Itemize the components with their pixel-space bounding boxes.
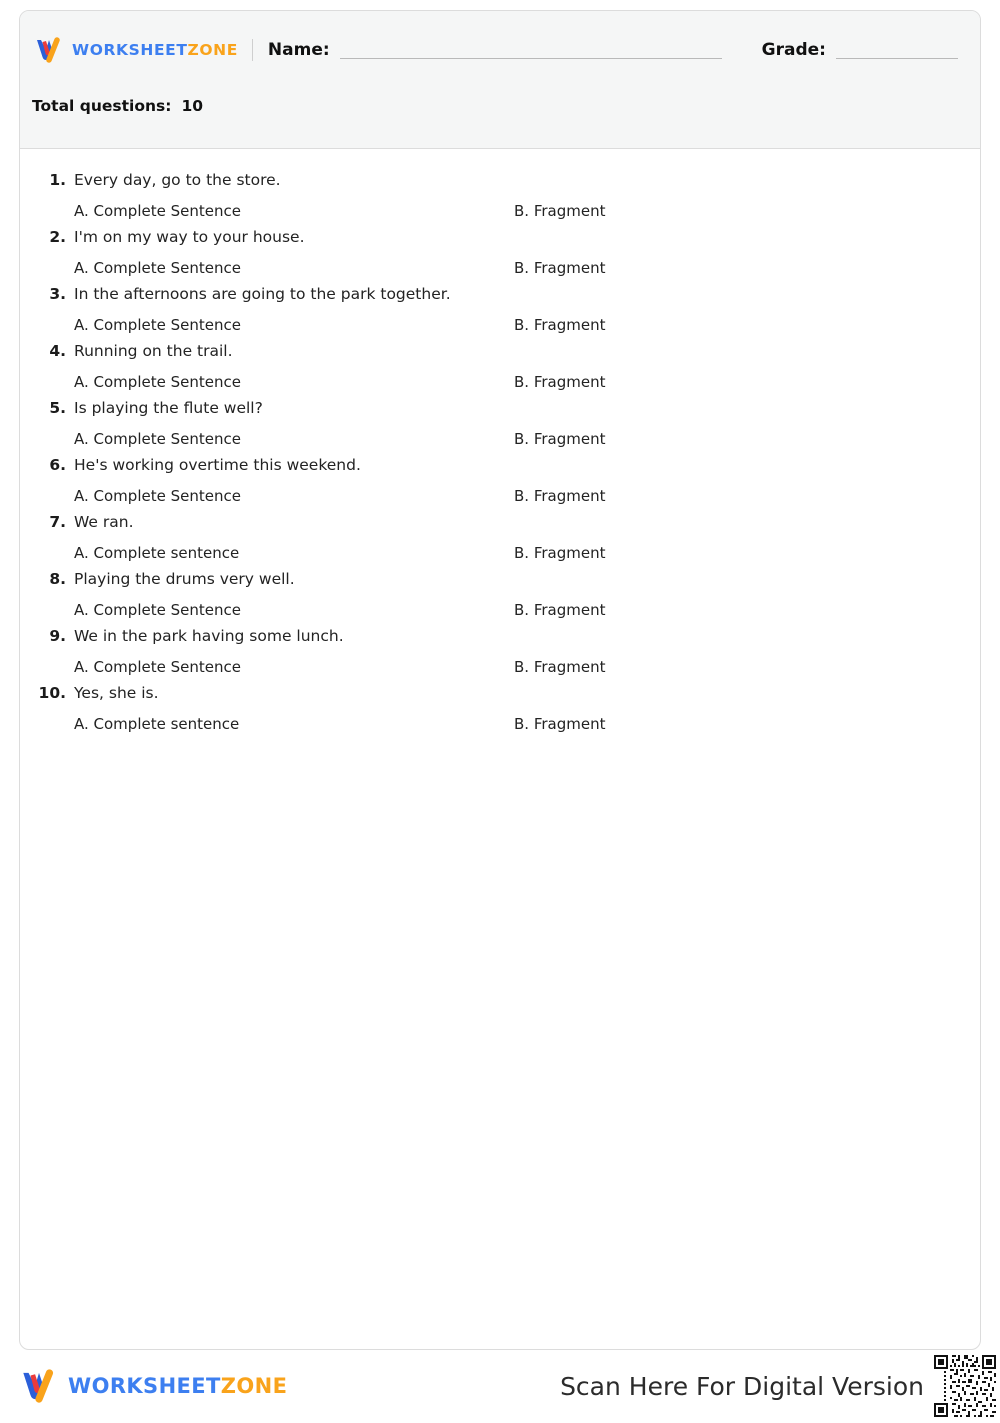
option-b[interactable]: B. Fragment — [514, 601, 606, 619]
question-number: 2. — [49, 228, 66, 246]
header-identity-row — [20, 11, 980, 75]
question-number: 1. — [49, 171, 66, 189]
qr-code-icon[interactable] — [932, 1353, 998, 1419]
question-prompt — [20, 399, 980, 417]
option-b[interactable]: B. Fragment — [514, 544, 606, 562]
option-b[interactable]: B. Fragment — [514, 430, 606, 448]
total-questions-row — [20, 75, 980, 115]
answer-options — [20, 360, 980, 391]
answer-options — [20, 189, 980, 220]
option-a[interactable]: A. Complete Sentence — [74, 487, 241, 505]
option-b[interactable]: B. Fragment — [514, 715, 606, 733]
question-item — [20, 513, 980, 562]
question-prompt — [20, 456, 980, 474]
question-number: 9. — [49, 627, 66, 645]
option-a[interactable]: A. Complete sentence — [74, 715, 240, 733]
option-a[interactable]: A. Complete Sentence — [74, 658, 241, 676]
answer-options — [20, 246, 980, 277]
question-text: We in the park having some lunch. — [74, 627, 344, 645]
worksheet-page — [19, 10, 981, 1350]
question-text: Playing the drums very well. — [74, 570, 295, 588]
option-a[interactable]: A. Complete sentence — [74, 544, 240, 562]
option-a[interactable]: A. Complete Sentence — [74, 430, 241, 448]
question-number: 7. — [49, 513, 66, 531]
question-item — [20, 171, 980, 220]
question-item — [20, 399, 980, 448]
option-b[interactable]: B. Fragment — [514, 316, 606, 334]
question-number: 3. — [49, 285, 66, 303]
question-prompt — [20, 684, 980, 702]
worksheet-header — [20, 11, 980, 149]
question-item — [20, 684, 980, 733]
question-prompt — [20, 228, 980, 246]
footer-brand-word-worksheet: WORKSHEET — [68, 1374, 221, 1398]
question-text: We ran. — [74, 513, 134, 531]
worksheet-zone-logo-icon — [34, 37, 64, 63]
option-a[interactable]: A. Complete Sentence — [74, 202, 241, 220]
question-text: Every day, go to the store. — [74, 171, 281, 189]
questions-list — [20, 149, 980, 733]
question-text: Is playing the flute well? — [74, 399, 263, 417]
total-questions-label: Total questions: — [32, 97, 172, 115]
brand-word-zone: ZONE — [187, 41, 238, 59]
grade-label: Grade: — [761, 40, 826, 60]
question-prompt — [20, 570, 980, 588]
option-b[interactable]: B. Fragment — [514, 202, 606, 220]
question-number: 6. — [49, 456, 66, 474]
name-input-line[interactable] — [340, 41, 722, 59]
question-prompt — [20, 342, 980, 360]
question-item — [20, 228, 980, 277]
header-divider — [252, 39, 253, 61]
footer-brand-word-zone: ZONE — [220, 1374, 288, 1398]
page-footer — [0, 1358, 1000, 1414]
question-item — [20, 570, 980, 619]
option-a[interactable]: A. Complete Sentence — [74, 259, 241, 277]
worksheet-zone-logo-icon — [19, 1369, 59, 1403]
footer-brand — [19, 1369, 287, 1403]
question-text: He's working overtime this weekend. — [74, 456, 361, 474]
grade-field — [762, 40, 962, 60]
question-prompt — [20, 285, 980, 303]
brand-wordmark — [72, 41, 238, 59]
question-item — [20, 342, 980, 391]
question-prompt — [20, 513, 980, 531]
option-a[interactable]: A. Complete Sentence — [74, 316, 241, 334]
question-number: 10. — [38, 684, 66, 702]
question-prompt — [20, 627, 980, 645]
answer-options — [20, 474, 980, 505]
answer-options — [20, 417, 980, 448]
question-number: 4. — [49, 342, 66, 360]
question-number: 5. — [49, 399, 66, 417]
question-item — [20, 456, 980, 505]
question-number: 8. — [49, 570, 66, 588]
question-text: Yes, she is. — [74, 684, 159, 702]
footer-brand-wordmark — [68, 1374, 287, 1398]
total-questions-value: 10 — [181, 97, 204, 115]
question-prompt — [20, 171, 980, 189]
option-b[interactable]: B. Fragment — [514, 487, 606, 505]
question-item — [20, 285, 980, 334]
brand-word-worksheet: WORKSHEET — [72, 41, 188, 59]
option-b[interactable]: B. Fragment — [514, 259, 606, 277]
answer-options — [20, 588, 980, 619]
option-a[interactable]: A. Complete Sentence — [74, 373, 241, 391]
grade-input-line[interactable] — [836, 41, 958, 59]
name-label: Name: — [267, 40, 330, 60]
question-text: In the afternoons are going to the park together. — [74, 285, 451, 303]
answer-options — [20, 303, 980, 334]
question-text: Running on the trail. — [74, 342, 233, 360]
scan-instruction-text: Scan Here For Digital Version — [560, 1371, 924, 1401]
answer-options — [20, 645, 980, 676]
option-a[interactable]: A. Complete Sentence — [74, 601, 241, 619]
question-item — [20, 627, 980, 676]
answer-options — [20, 702, 980, 733]
option-b[interactable]: B. Fragment — [514, 373, 606, 391]
question-text: I'm on my way to your house. — [74, 228, 305, 246]
answer-options — [20, 531, 980, 562]
option-b[interactable]: B. Fragment — [514, 658, 606, 676]
